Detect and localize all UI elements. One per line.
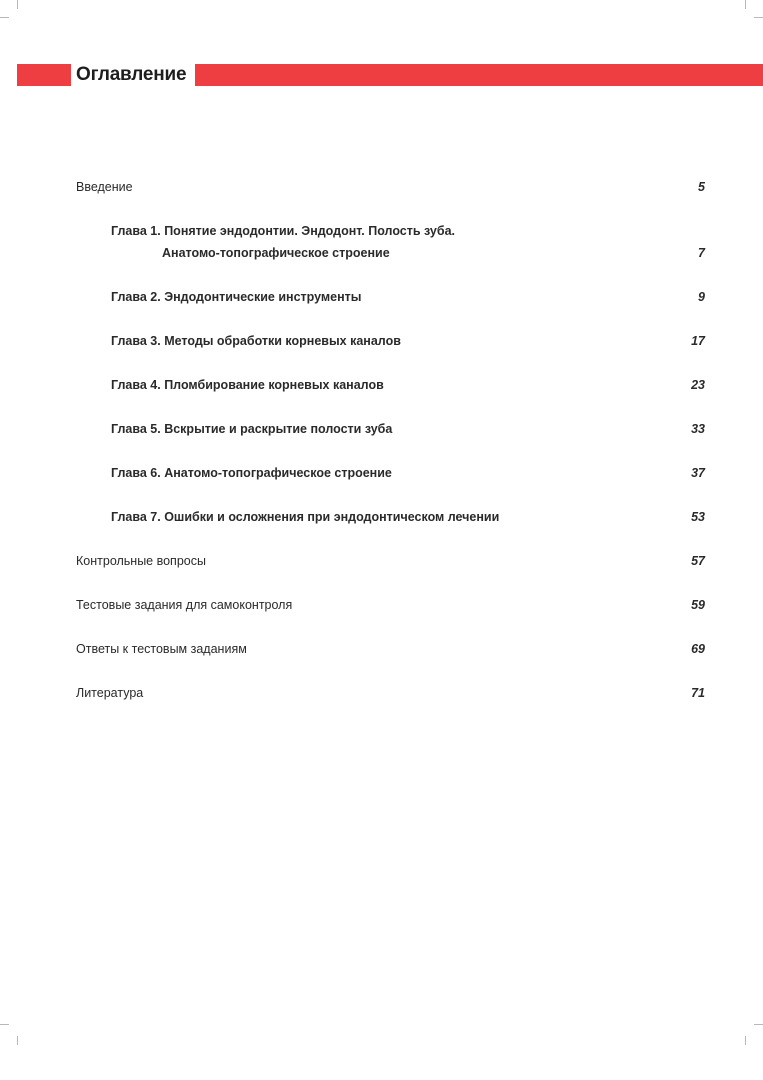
toc-entry-chapter3-title[interactable]: Глава 3. Методы обработки корневых каналов: [111, 334, 401, 348]
crop-mark-left-bottom: [0, 1024, 9, 1025]
crop-mark-bottom-right: [745, 1036, 746, 1045]
toc-entry-tests-page: 59: [691, 598, 705, 612]
toc-entry-chapter4-page: 23: [691, 378, 705, 392]
toc-entry-answers-title[interactable]: Ответы к тестовым заданиям: [76, 642, 247, 656]
toc-entry-chapter4-title[interactable]: Глава 4. Пломбирование корневых каналов: [111, 378, 384, 392]
toc-entry-intro-title[interactable]: Введение: [76, 180, 133, 194]
header-band-right: [195, 64, 763, 86]
toc-entry-chapter7-page: 53: [691, 510, 705, 524]
page-title: Оглавление: [76, 64, 187, 85]
header-band-left: [17, 64, 71, 86]
toc-entry-chapter1-title-line2[interactable]: Анатомо-топографическое строение: [162, 246, 390, 260]
toc-entry-chapter5-page: 33: [691, 422, 705, 436]
toc-entry-chapter7-title[interactable]: Глава 7. Ошибки и осложнения при эндодонтическом лечении: [111, 510, 500, 524]
toc-entry-chapter3-page: 17: [691, 334, 705, 348]
toc-entry-intro-page: 5: [698, 180, 705, 194]
toc-entry-answers-page: 69: [691, 642, 705, 656]
toc-entry-tests-title[interactable]: Тестовые задания для самоконтроля: [76, 598, 293, 612]
toc-entry-literature-title[interactable]: Литература: [76, 686, 144, 700]
crop-mark-right-bottom: [754, 1024, 763, 1025]
toc-entry-questions-page: 57: [691, 554, 705, 568]
toc-entry-chapter1-title-line1[interactable]: Глава 1. Понятие эндодонтии. Эндодонт. Полость зуба.: [111, 224, 456, 238]
crop-mark-bottom-left: [17, 1036, 18, 1045]
toc-entry-chapter6-title[interactable]: Глава 6. Анатомо-топографическое строение: [111, 466, 392, 480]
toc-entry-chapter1-page: 7: [698, 246, 705, 260]
toc-entry-chapter2-page: 9: [698, 290, 705, 304]
toc-entry-literature-page: 71: [691, 686, 705, 700]
toc-entry-chapter2-title[interactable]: Глава 2. Эндодонтические инструменты: [111, 290, 362, 304]
crop-mark-right-top: [754, 17, 763, 18]
toc-entry-chapter5-title[interactable]: Глава 5. Вскрытие и раскрытие полости зуба: [111, 422, 393, 436]
crop-mark-top-left: [17, 0, 18, 9]
toc-entry-questions-title[interactable]: Контрольные вопросы: [76, 554, 206, 568]
toc-entry-chapter6-page: 37: [691, 466, 705, 480]
crop-mark-left-top: [0, 17, 9, 18]
crop-mark-top-right: [745, 0, 746, 9]
